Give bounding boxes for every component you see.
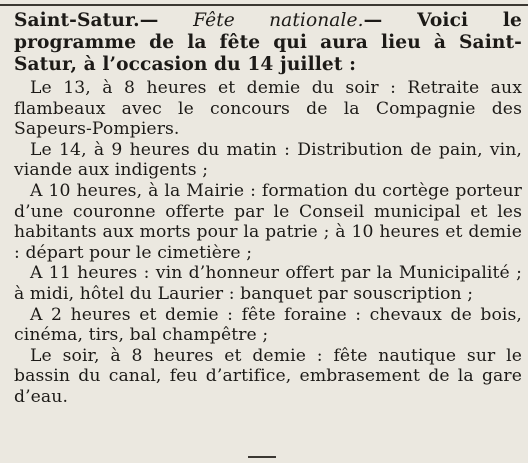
paragraph-vin-honneur: A 11 heures : vin d’honneur offert par la Municipalité ; à midi, hôtel du Laurier : banquet par souscription ; [14, 263, 522, 304]
bottom-rule [248, 456, 276, 458]
intro-text: Voici le programme de la fête qui aura lieu à Saint-Satur, à l’occasion du 14 juillet : [14, 10, 522, 75]
article [14, 10, 522, 408]
top-rule [0, 4, 528, 6]
paragraph-cortege: A 10 heures, à la Mairie : formation du cortège porteur d’une couronne offerte par le Conseil municipal et les habitants aux morts pour la patrie ; à 10 heures et demie : départ pour le cimetière ; [14, 180, 522, 263]
rubric: Fête nationale. [193, 10, 364, 31]
headline: Saint-Satur. [14, 10, 140, 31]
paragraph-retraite: Le 13, à 8 heures et demie du soir : Retraite aux flambeaux avec le concours de la Compagnie des Sapeurs-Pompiers. [14, 78, 522, 140]
article-lede: Saint-Satur.— Fête nationale.— Voici le programme de la fête qui aura lieu à Saint-Satur, à l’occasion du 14 juillet : [14, 10, 522, 75]
paragraph-fete-nautique: Le soir, à 8 heures et demie : fête nautique sur le bassin du canal, feu d’artifice, embrasement de la gare d’eau. [14, 345, 522, 407]
paragraph-fete-foraine: A 2 heures et demie : fête foraine : chevaux de bois, cinéma, tirs, bal champêtre ; [14, 304, 522, 346]
paragraph-distribution: Le 14, à 9 heures du matin : Distribution de pain, vin, viande aux indigents ; [14, 139, 522, 181]
